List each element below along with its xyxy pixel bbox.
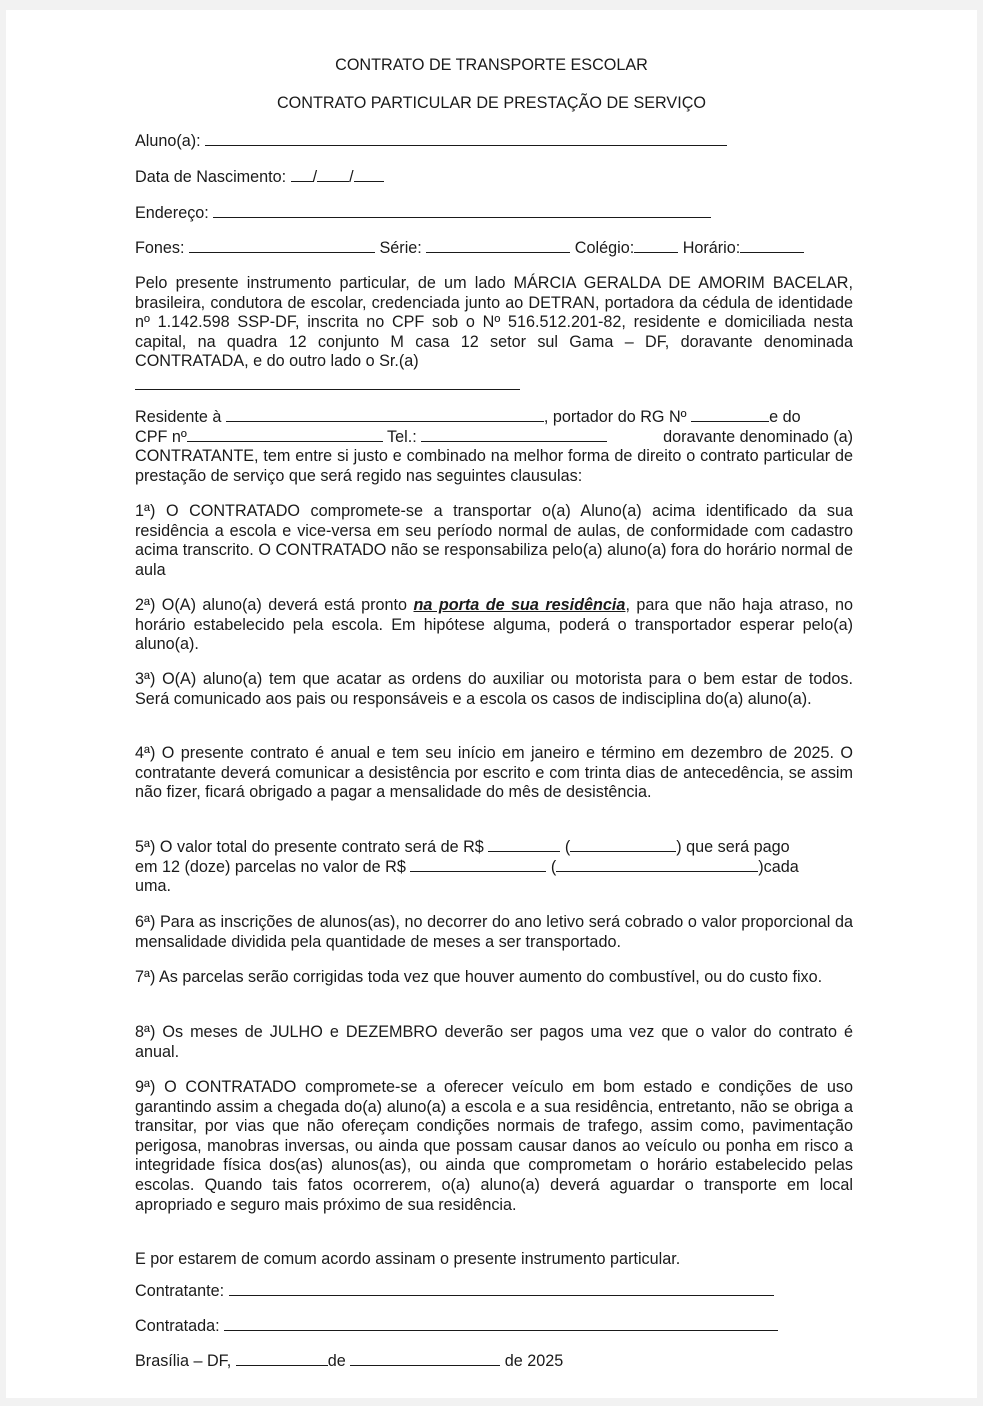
rg-blank xyxy=(691,408,769,422)
date-row xyxy=(135,1352,563,1371)
cpf-blank xyxy=(187,428,383,442)
intro-paragraph: Pelo presente instrumento particular, de um lado MÁRCIA GERALDA DE AMORIM BACELAR, brasileira, condutora de escolar, credenciada junto ao DETRAN, portadora da cédula de identidade nº 1.142.598 SSP-DF, inscrita no CPF sob o Nº 516.512.201-82, residente e domiciliada nesta capital, na quadra 12 conjunto M casa 12 setor sul Gama – DF, doravante denominada CONTRATADA, e do outro lado o Sr.(a) xyxy=(135,274,853,371)
closing-text: E por estarem de comum acordo assinam o presente instrumento particular. xyxy=(135,1250,681,1268)
horario-label: Horário: xyxy=(682,239,741,257)
cpf-label: CPF nº xyxy=(135,428,187,446)
document-title: CONTRATO DE TRANSPORTE ESCOLAR xyxy=(335,56,648,74)
clause-8: 8ª) Os meses de JULHO e DEZEMBRO deverão ser pagos uma vez que o valor do contrato é anual. xyxy=(135,1023,853,1061)
endereco-blank xyxy=(213,204,711,218)
aluno-label: Aluno(a): xyxy=(135,132,201,150)
clause-5-paren-1: ( xyxy=(564,838,571,856)
clause-5-line-1 xyxy=(135,838,853,857)
date-day-blank xyxy=(236,1352,328,1366)
aluno-blank xyxy=(205,132,727,146)
document-page xyxy=(6,10,977,1398)
document-subtitle: CONTRATO PARTICULAR DE PRESTAÇÃO DE SERVIÇO xyxy=(276,94,707,112)
nascimento-row: Data de Nascimento: / / xyxy=(135,168,384,187)
year-blank xyxy=(354,168,384,182)
horario-blank xyxy=(740,239,804,253)
colegio-blank xyxy=(634,239,678,253)
clause-2-start: 2ª) O(A) aluno(a) deverá está pronto xyxy=(135,596,408,614)
total-value-blank xyxy=(488,838,560,852)
residente-row xyxy=(135,408,853,427)
clause-5-line-2 xyxy=(135,858,853,877)
contratante-signature-label: Contratante: xyxy=(135,1282,225,1300)
clause-5-start: 5ª) O valor total do presente contrato será de R$ xyxy=(135,838,484,856)
clause-7: 7ª) As parcelas serão corrigidas toda vez que houver aumento do combustível, ou do custo fixo. xyxy=(135,968,823,986)
clause-5-line-3: uma. xyxy=(135,877,171,895)
serie-label: Série: xyxy=(379,239,422,257)
contratada-signature-row xyxy=(135,1317,778,1336)
fones-blank xyxy=(189,239,375,253)
month-blank xyxy=(317,168,349,182)
tel-blank xyxy=(421,428,607,442)
sr-blank-row xyxy=(135,376,520,395)
clause-4: 4ª) O presente contrato é anual e tem seu início em janeiro e término em dezembro de 2025. O contratante deverá comunicar a desistência por escrito e com trinta dias de antecedência, se assim não fizer, ficará obrigado a pagar a mensalidade do mês de desistência. xyxy=(135,744,853,802)
contratante-paragraph: CONTRATANTE, tem entre si justo e combinado na melhor forma de direito o contrato particular de prestação de serviço que será regido nas seguintes clausulas: xyxy=(135,447,853,485)
clause-6: 6ª) Para as inscrições de alunos(as), no decorrer do ano letivo será cobrado o valor proporcional da mensalidade dividida pela quantidade de meses a ser transportado. xyxy=(135,913,853,951)
clause-5-paid: ) que será pago xyxy=(676,838,790,856)
clause-2-emphasis: na porta de sua residência xyxy=(413,596,626,614)
date-year: de 2025 xyxy=(504,1352,564,1370)
colegio-label: Colégio: xyxy=(574,239,635,257)
aluno-row xyxy=(135,132,727,151)
day-blank xyxy=(291,168,313,182)
parcel-words-blank xyxy=(556,858,758,872)
tel-label: Tel.: xyxy=(387,428,417,446)
clause-2 xyxy=(135,596,853,655)
clause-2-rest: , para que não haja atraso, no horário estabelecido pela escola. Em hipótese alguma, poderá o transportador esperar pelo(a) aluno(a). xyxy=(135,596,853,654)
endereco-row xyxy=(135,204,711,223)
residente-blank xyxy=(226,408,544,422)
contratante-signature-line xyxy=(229,1282,774,1296)
fones-label: Fones: xyxy=(135,239,185,257)
cpf-row xyxy=(135,428,853,447)
residente-label: Residente à xyxy=(135,408,222,426)
clause-5-paren-2: ( xyxy=(550,858,557,876)
nascimento-label: Data de Nascimento: xyxy=(135,168,287,186)
contratada-signature-label: Contratada: xyxy=(135,1317,220,1335)
date-month-blank xyxy=(350,1352,500,1366)
contratante-signature-row xyxy=(135,1282,774,1301)
contato-row xyxy=(135,239,804,258)
rg-label: , portador do RG Nº xyxy=(543,408,687,426)
clause-3: 3ª) O(A) aluno(a) tem que acatar as ordens do auxiliar ou motorista para o bem estar de todos. Será comunicado aos pais ou responsáveis e a escola os casos de indisciplina do(a) aluno(a). xyxy=(135,670,853,708)
contratada-signature-line xyxy=(224,1317,778,1331)
sr-blank xyxy=(135,379,520,390)
edo-label: e do xyxy=(769,408,801,426)
clause-5-parcelas: em 12 (doze) parcelas no valor de R$ xyxy=(135,858,406,876)
endereco-label: Endereço: xyxy=(135,204,209,222)
clause-1: 1ª) O CONTRATADO compromete-se a transportar o(a) Aluno(a) acima identificado da sua residência a escola e vice-versa em seu período normal de aulas, de conformidade com cadastro acima transcrito. O CONTRATADO não se responsabiliza pelo(a) aluno(a) fora do horário normal de aula xyxy=(135,502,853,579)
date-place: Brasília – DF, xyxy=(135,1352,232,1370)
total-words-blank xyxy=(570,838,676,852)
serie-blank xyxy=(426,239,570,253)
date-de: de xyxy=(327,1352,346,1370)
clause-5-cada: )cada xyxy=(758,858,799,876)
clause-9: 9ª) O CONTRATADO compromete-se a oferecer veículo em bom estado e condições de uso garantindo assim a chegada do(a) aluno(a) a escola e a sua residência, entretanto, não se obriga a transitar, por vias que não ofereçam condições normais de trafego, assim como, pavimentação perigosa, manobras inversas, ou ainda que possam causar danos ao veículo ou ponha em risco a integridade física dos(as) alunos(as), ou ainda que comprometam o horário estabelecido pelas escolas. Quando tais fatos ocorrerem, o(a) aluno(a) deverá aguardar o transporte em local apropriado e seguro mais próximo de sua residência. xyxy=(135,1078,853,1214)
parcel-value-blank xyxy=(410,858,546,872)
doravante-label: doravante denominado (a) xyxy=(663,428,853,446)
